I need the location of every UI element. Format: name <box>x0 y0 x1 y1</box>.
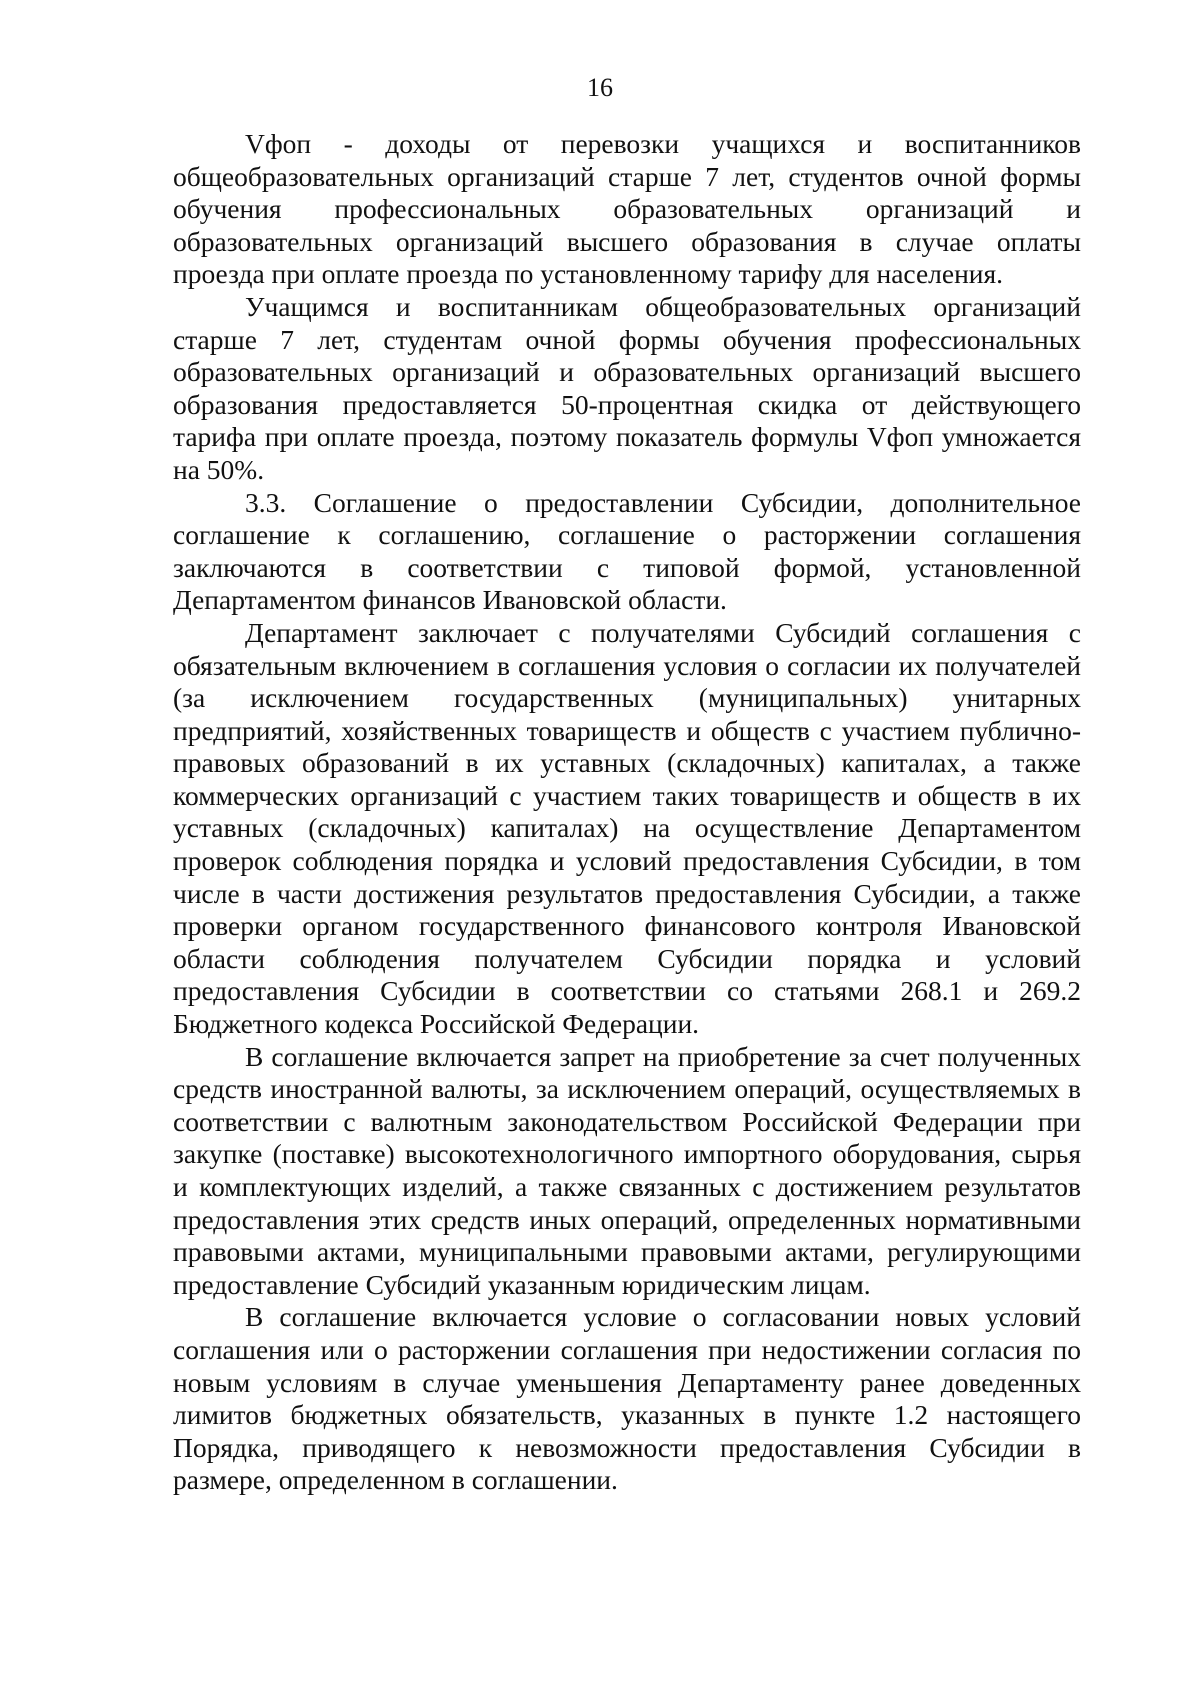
paragraph-student-discount: Учащимся и воспитанникам общеобразовательных организаций старше 7 лет, студентам очной формы обучения профессиональных образовательных организаций и образовательных организаций высшего образования предоставляется 50-процентная скидка от действующего тарифа при оплате проезда, поэтому показатель формулы Vфоп умножается на 50%. <box>173 290 1081 485</box>
page-number: 16 <box>587 73 613 102</box>
paragraph-section-3-3: 3.3. Соглашение о предоставлении Субсидии, дополнительное соглашение к соглашению, соглашение о расторжении соглашения заключаются в соответствии с типовой формой, установленной Департаментом финансов Ивановской области. <box>173 486 1081 616</box>
document-body <box>173 128 1081 1497</box>
paragraph-vfop-definition: Vфоп - доходы от перевозки учащихся и воспитанников общеобразовательных организаций старше 7 лет, студентов очной формы обучения профессиональных образовательных организаций и образовательных организаций высшего образования в случае оплаты проезда при оплате проезда по установленному тарифу для населения. <box>173 128 1081 290</box>
paragraph-currency-prohibition: В соглашение включается запрет на приобретение за счет полученных средств иностранной валюты, за исключением операций, осуществляемых в соответствии с валютным законодательством Российской Федерации при закупке (поставке) высокотехнологичного импортного оборудования, сырья и комплектующих изделий, а также связанных с достижением результатов предоставления этих средств иных операций, определенных нормативными правовыми актами, муниципальными правовыми актами, регулирующими предоставление Субсидий указанным юридическим лицам. <box>173 1040 1081 1300</box>
paragraph-new-conditions: В соглашение включается условие о согласовании новых условий соглашения или о расторжении соглашения при недостижении согласия по новым условиям в случае уменьшения Департаменту ранее доведенных лимитов бюджетных обязательств, указанных в пункте 1.2 настоящего Порядка, приводящего к невозможности предоставления Субсидии в размере, определенном в соглашении. <box>173 1301 1081 1496</box>
paragraph-department-agreements: Департамент заключает с получателями Субсидий соглашения с обязательным включением в соглашения условия о согласии их получателей (за исключением государственных (муниципальных) унитарных предприятий, хозяйственных товариществ и обществ с участием публично-правовых образований в их уставных (складочных) капиталах, а также коммерческих организаций с участием таких товариществ и обществ в их уставных (складочных) капиталах) на осуществление Департаментом проверок соблюдения порядка и условий предоставления Субсидии, в том числе в части достижения результатов предоставления Субсидии, а также проверки органом государственного финансового контроля Ивановской области соблюдения получателем Субсидии порядка и условий предоставления Субсидии в соответствии со статьями 268.1 и 269.2 Бюджетного кодекса Российской Федерации. <box>173 616 1081 1040</box>
